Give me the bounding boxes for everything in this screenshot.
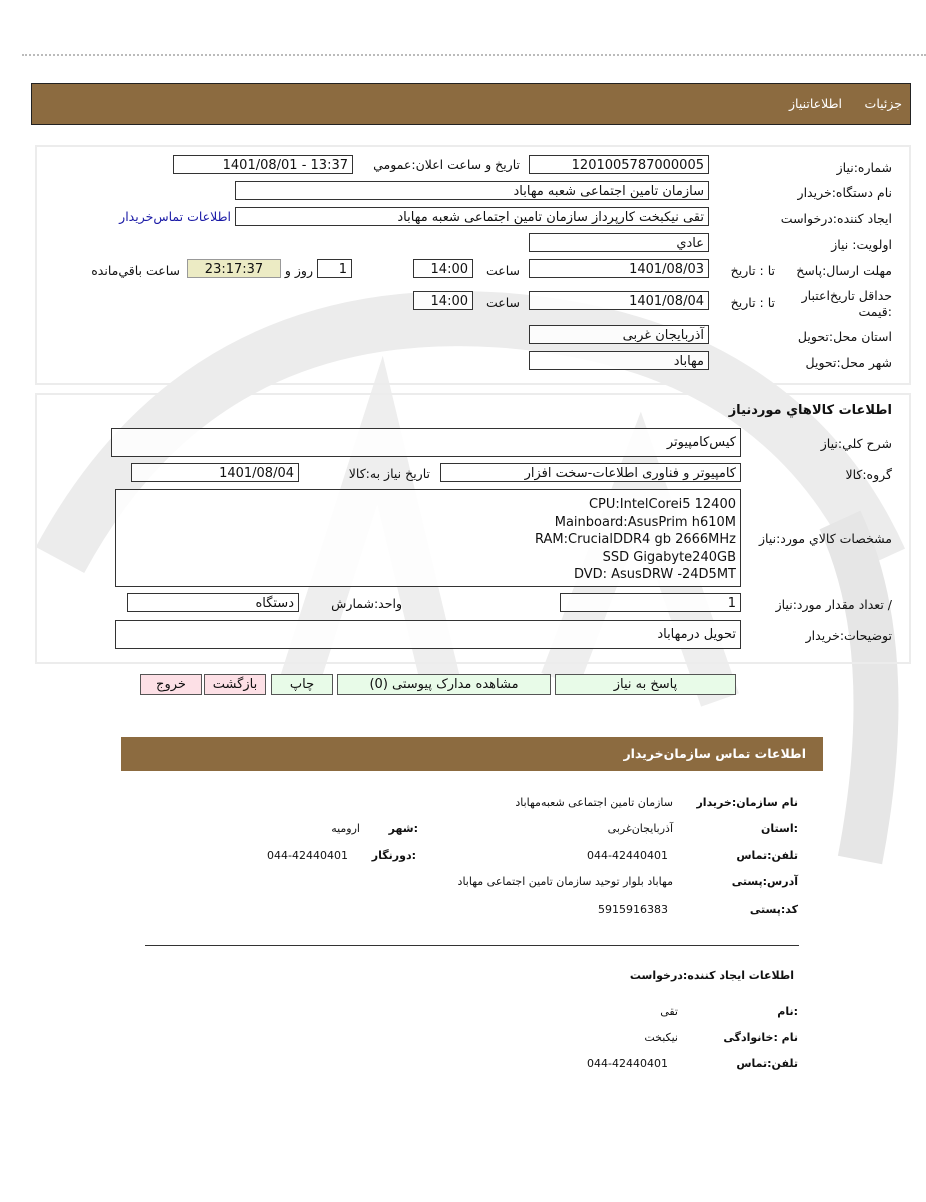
back-button[interactable]: بازگشت (204, 674, 266, 695)
org-label: نام سازمان:خریدار (696, 796, 798, 809)
exit-button[interactable]: خروج (140, 674, 202, 695)
tab-details[interactable]: جزئیات (864, 96, 902, 111)
org-value: سازمان تامین اجتماعی شعبه‌مهاباد (515, 796, 673, 809)
priority-field: عادي (529, 233, 709, 252)
fax-value: 044-42440401 (267, 849, 348, 862)
address-value: مهاباد بلوار توحید سازمان تامین اجتماعی مهاباد (457, 875, 673, 888)
need-number-label: شماره:نیاز (836, 160, 892, 175)
creator-phone-label: تلفن:تماس (736, 1057, 798, 1070)
goods-desc-label: شرح كلي:نياز (820, 436, 892, 451)
creator-label: ایجاد کننده:درخواست (780, 211, 892, 226)
notes-label: توضیحات:خریدار (805, 628, 892, 643)
creator-name-label: :نام (777, 1005, 798, 1018)
spec-line: RAM:CrucialDDR4 gb 2666MHz (535, 532, 736, 547)
print-button[interactable]: چاپ (271, 674, 333, 695)
need-date-label: تاریخ نیاز به:کالا (348, 466, 430, 481)
contact-title: اطلاعات تماس سازمان‌خریدار (623, 746, 806, 761)
spec-line: DVD: AsusDRW -24D5MT (573, 567, 736, 582)
contact-city-label: :شهر (388, 822, 418, 835)
city-label: شهر محل:تحویل (805, 355, 892, 370)
spec-line: SSD Gigabyte240GB (602, 549, 736, 565)
buyer-contact-link[interactable]: اطلاعات تماس‌خریدار (119, 209, 231, 224)
priority-label: اولویت: نیاز (831, 237, 892, 252)
creator-field: تقی نیکبخت کارپرداز سازمان تامین اجتماعی شعبه مهاباد (235, 207, 709, 226)
unit-field: دستگاه (127, 593, 299, 612)
validity-date-field: 1401/08/04 (529, 291, 709, 310)
contact-city-value: ارومیه (331, 822, 360, 835)
goods-group-label: گروه:كالا (845, 467, 892, 482)
announce-label: تاریخ و ساعت اعلان:عمومي (373, 157, 520, 172)
days-label: روز و (284, 263, 313, 278)
goods-group-field: کامپیوتر و فناوری اطلاعات-سخت افزار (440, 463, 741, 482)
spec-line: CPU:IntelCorei5 12400 (588, 497, 736, 512)
spec-line: Mainboard:AsusPrim h610M (554, 514, 736, 530)
section-divider (145, 945, 799, 946)
address-label: آدرس:پستی (731, 875, 798, 888)
tab-need-info[interactable]: اطلاعاتنیاز (788, 96, 842, 111)
creator-title: اطلاعات ایجاد کننده:درخواست (629, 969, 794, 982)
reply-button[interactable]: پاسخ به نیاز (555, 674, 736, 695)
creator-phone-value: 044-42440401 (587, 1057, 668, 1070)
contact-province-label: :استان (761, 822, 798, 835)
goods-title: اطلاعات كالاهاي موردنياز (728, 403, 892, 418)
specs-label: مشخصات كالاي مورد:نياز (758, 531, 892, 546)
notes-field: تحویل درمهاباد (115, 620, 741, 649)
need-number-field: 1201005787000005 (529, 155, 709, 174)
postal-value: 5915916383 (598, 903, 668, 916)
creator-family-value: نیکبخت (644, 1031, 678, 1044)
goods-desc-field: کیس‌کامپیوتر (111, 428, 741, 457)
contact-province-value: آذربایجان‌غربی (607, 822, 673, 835)
city-field: مهاباد (529, 351, 709, 370)
remaining-time-field: 23:17:37 (187, 259, 281, 278)
creator-family-label: نام :خانوادگی (723, 1031, 798, 1044)
qty-label: / تعداد مقدار مورد:نیاز (775, 597, 892, 612)
creator-name-value: تقی (660, 1005, 678, 1018)
announce-field: 1401/08/01 - 13:37 (173, 155, 353, 174)
deadline-label: مهلت ارسال:پاسخ (796, 263, 892, 278)
buyer-label: نام دستگاه:خریدار (797, 185, 892, 200)
buyer-field: سازمان تامین اجتماعی شعبه مهاباد (235, 181, 709, 200)
phone-value: 044-42440401 (587, 849, 668, 862)
validity-label: حداقل تاریخ‌اعتبار (801, 288, 892, 303)
province-label: استان محل:تحویل (797, 329, 892, 344)
validity-time-label: ساعت (485, 295, 520, 310)
phone-label: تلفن:تماس (736, 849, 798, 862)
remaining-label: ساعت باقي‌مانده (91, 263, 180, 278)
contact-header-bar (121, 737, 823, 771)
province-field: آذربایجان غربی (529, 325, 709, 344)
days-remaining-field: 1 (317, 259, 352, 278)
deadline-time-field: 14:00 (413, 259, 473, 278)
postal-label: کد:پستی (749, 903, 798, 916)
divider (22, 54, 926, 56)
qty-field: 1 (560, 593, 741, 612)
need-date-field: 1401/08/04 (131, 463, 299, 482)
fax-label: :دورنگار (371, 849, 416, 862)
specs-textarea (115, 489, 741, 587)
attachments-button[interactable]: مشاهده مدارک پیوستی (0) (337, 674, 551, 695)
unit-label: واحد:شمارش (331, 596, 402, 611)
page-header-bar (31, 83, 911, 125)
validity-time-field: 14:00 (413, 291, 473, 310)
to-date-label: تا : تاریخ (730, 263, 775, 278)
deadline-date-field: 1401/08/03 (529, 259, 709, 278)
validity-to-date-label: تا : تاریخ (730, 295, 775, 310)
validity-label-2: :قیمت (858, 304, 892, 319)
deadline-time-label: ساعت (485, 263, 520, 278)
